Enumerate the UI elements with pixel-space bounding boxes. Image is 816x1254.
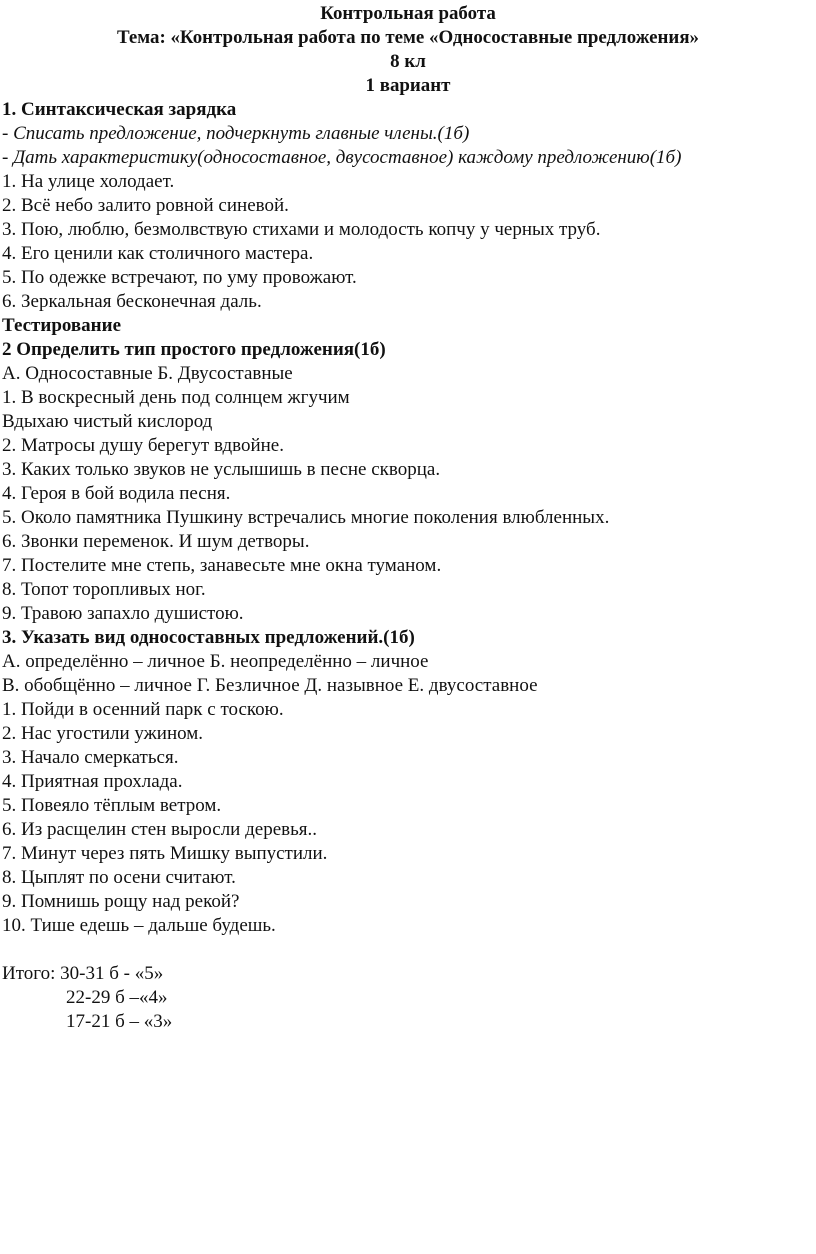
section2-item: 2. Матросы душу берегут вдвойне. [2,435,284,456]
section2-item: 8. Топот торопливых ног. [2,579,206,600]
document-title: Контрольная работа [320,3,496,24]
section1-heading: 1. Синтаксическая зарядка [2,99,237,120]
grading-line: 17-21 б – «3» [66,1011,173,1032]
section1-sentence: 6. Зеркальная бесконечная даль. [2,291,262,312]
section1-sentence: 3. Пою, люблю, безмолвствую стихами и молодость копчу у черных труб. [2,219,601,240]
section3-options: А. определённо – личное Б. неопределённо – личное [2,651,429,672]
section2-item: Вдыхаю чистый кислород [2,411,213,432]
section1-sentence: 1. На улице холодает. [2,171,175,192]
section1-sentence: 2. Всё небо залито ровной синевой. [2,195,289,216]
section2-item: 5. Около памятника Пушкину встречались многие поколения влюбленных. [2,507,610,528]
section3-item: 8. Цыплят по осени считают. [2,867,236,888]
grade-label: 8 кл [390,51,426,72]
section1-instruction: - Дать характеристику(односоставное, двусоставное) каждому предложению(1б) [2,147,682,168]
section3-item: 5. Повеяло тёплым ветром. [2,795,222,816]
section3-item: 4. Приятная прохлада. [2,771,183,792]
section2-item: 9. Травою запахло душистою. [2,603,244,624]
variant-label: 1 вариант [365,75,451,96]
section2-item: 3. Каких только звуков не услышишь в песне скворца. [2,459,441,480]
section3-item: 2. Нас угостили ужином. [2,723,204,744]
section1-instruction: - Списать предложение, подчеркнуть главные члены.(1б) [2,123,470,144]
section3-options: В. обобщённо – личное Г. Безличное Д. назывное Е. двусоставное [2,675,538,696]
section2-item: 6. Звонки переменок. И шум детворы. [2,531,310,552]
section2-heading: 2 Определить тип простого предложения(1б) [2,339,386,360]
section3-item: 10. Тише едешь – дальше будешь. [2,915,276,936]
section2-options: А. Односоставные Б. Двусоставные [2,363,293,384]
section2-item: 1. В воскресный день под солнцем жгучим [2,387,350,408]
section3-item: 1. Пойди в осенний парк с тоскою. [2,699,284,720]
section1-sentence: 4. Его ценили как столичного мастера. [2,243,314,264]
testing-heading: Тестирование [2,315,122,336]
section2-item: 4. Героя в бой водила песня. [2,483,231,504]
section3-item: 3. Начало смеркаться. [2,747,179,768]
section2-item: 7. Постелите мне степь, занавесьте мне окна туманом. [2,555,442,576]
section3-item: 9. Помнишь рощу над рекой? [2,891,240,912]
section3-item: 7. Минут через пять Мишку выпустили. [2,843,328,864]
grading-total: Итого: 30-31 б - «5» [2,963,164,984]
grading-line: 22-29 б –«4» [66,987,168,1008]
section1-sentence: 5. По одежке встречают, по уму провожают. [2,267,357,288]
document-topic: Тема: «Контрольная работа по теме «Односоставные предложения» [116,27,700,48]
section3-item: 6. Из расщелин стен выросли деревья.. [2,819,318,840]
section3-heading: 3. Указать вид односоставных предложений.(1б) [2,627,415,648]
